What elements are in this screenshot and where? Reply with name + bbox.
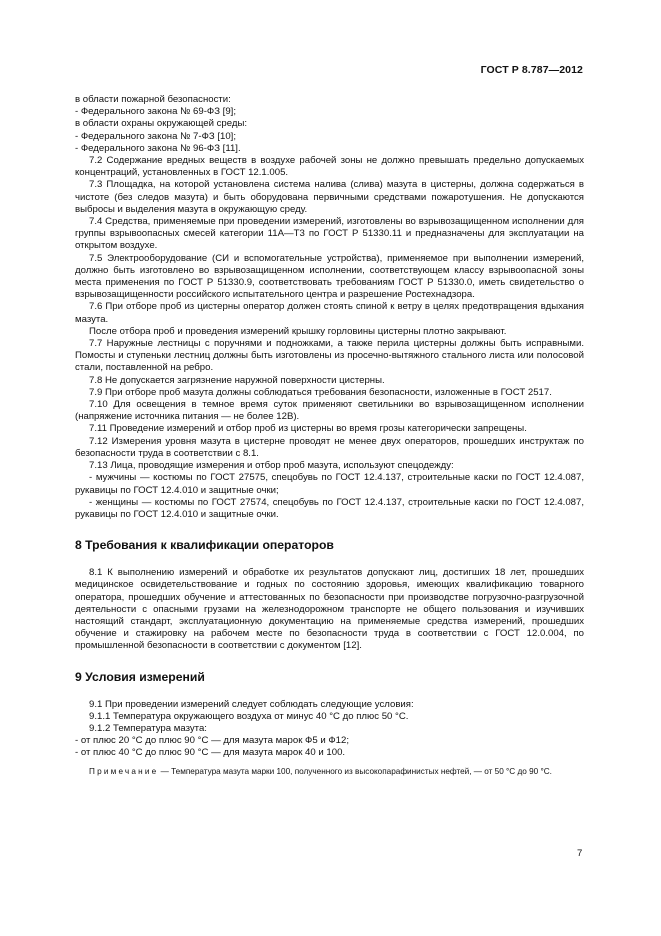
paragraph-7-8: 7.8 Не допускается загрязнение наружной поверхности цистерны.: [89, 374, 385, 386]
text-line: в области пожарной безопасности:: [75, 94, 231, 105]
paragraph-9-1-1: 9.1.1 Температура окружающего воздуха от минус 40 °С до плюс 50 °С.: [89, 710, 409, 722]
paragraph-7-5: 7.5 Электрооборудование (СИ и вспомогательные устройства), применяемое при выполнении измерений, должно быть изготовлено во взрывозащищенном исполнении, соответствующем классу взрывоопасной зоны места применения по ГОСТ Р 51330.9, соответствовать требованиям ГОСТ Р 51330.0, иметь свидетельство о взрывозащищенности российского испытательного центра и разрешение Ростехнадзора.: [75, 252, 584, 301]
paragraph-7-4: 7.4 Средства, применяемые при проведении измерений, изготовлены во взрывозащищенном исполнении для группы взрывоопасных смесей категории 11А—Т3 по ГОСТ Р 51330.11 и предназначены для эксплуатации на открытом воздухе.: [75, 216, 584, 252]
paragraph-7-6-cont: После отбора проб и проведения измерений крышку горловины цистерны плотно закрывают.: [89, 325, 507, 337]
paragraph-7-10: 7.10 Для освещения в темное время суток применяют светильники во взрывозащищенном исполнении (напряжение источника питания — не более 12В).: [75, 399, 584, 423]
list-item: - Федерального закона № 69-ФЗ [9];: [75, 106, 236, 118]
paragraph-8-1: 8.1 К выполнению измерений и обработке их результатов допускают лиц, достигших 18 лет, прошедших медицинское освидетельствование и годных по состоянию здоровья, имеющих квалификацию товарного оператора, прошедших обучение и аттестованных по безопасности при производстве погрузочно-разгрузочной деятельности с опасными грузами на железнодорожном транспорте не общего пользования и изучивших настоящий стандарт, эксплуатационную документацию на применяемые средства измерений, прошедших обучение и стажировку на рабочем месте по безопасности труда в соответствии с ГОСТ 12.0.004, по промышленной безопасности в соответствии с документом [12].: [75, 567, 584, 652]
paragraph-9-1: 9.1 При проведении измерений следует соблюдать следующие условия:: [89, 698, 414, 710]
list-item: - женщины — костюмы по ГОСТ 27574, спецобувь по ГОСТ 12.4.137, строительные каски по ГОСТ 12.4.087, рукавицы по ГОСТ 12.4.010 и защитные очки.: [75, 496, 584, 520]
list-item: - мужчины — костюмы по ГОСТ 27575, спецобувь по ГОСТ 12.4.137, строительные каски по ГОСТ 12.4.087, рукавицы по ГОСТ 12.4.010 и защитные очки;: [75, 472, 584, 496]
note: [75, 766, 584, 777]
page-number: 7: [577, 848, 583, 859]
section-9-heading: 9 Условия измерений: [75, 669, 205, 684]
text-line: в области охраны окружающей среды:: [75, 118, 248, 130]
note-text: — Температура мазута марки 100, полученного из высокопарафинистых нефтей, — от 50 °С до 90 °С.: [158, 766, 552, 776]
list-item: - от плюс 20 °С до плюс 90 °С — для мазута марок Ф5 и Ф12;: [75, 735, 350, 747]
section-8-heading: 8 Требования к квалификации операторов: [75, 538, 334, 553]
list-item: - Федерального закона № 96-ФЗ [11].: [75, 142, 241, 154]
paragraph-7-12: 7.12 Измерения уровня мазута в цистерне проводят не менее двух операторов, прошедших инструктаж по безопасности труда в соответствии с 8.1.: [75, 435, 584, 459]
paragraph-7-9: 7.9 При отборе проб мазута должны соблюдаться требования безопасности, изложенные в ГОСТ 2517.: [89, 386, 552, 398]
paragraph-9-1-2: 9.1.2 Температура мазута:: [89, 722, 207, 734]
list-item: - от плюс 40 °С до плюс 90 °С — для мазута марок 40 и 100.: [75, 747, 346, 759]
paragraph-7-3: 7.3 Площадка, на которой установлена система налива (слива) мазута в цистерны, должна содержаться в чистоте (без следов мазута) и быть оборудована первичными средствами пожаротушения. Не допускаются выбросы и выделения мазута в окружающую среду.: [75, 179, 584, 215]
paragraph-7-13: 7.13 Лица, проводящие измерения и отбор проб мазута, используют спецодежду:: [89, 460, 454, 472]
paragraph-7-2: 7.2 Содержание вредных веществ в воздухе рабочей зоны не должно превышать предельно допускаемых концентраций, установленных в ГОСТ 12.1.005.: [75, 155, 584, 179]
note-label: Примечание: [89, 766, 159, 776]
paragraph-7-11: 7.11 Проведение измерений и отбор проб из цистерны во время грозы категорически запрещены.: [89, 423, 527, 435]
paragraph-7-6: 7.6 При отборе проб из цистерны оператор должен стоять спиной к ветру в целях предотвращения вдыхания мазута.: [75, 301, 584, 325]
list-item: - Федерального закона № 7-ФЗ [10];: [75, 130, 236, 142]
document-id-header: ГОСТ Р 8.787—2012: [480, 64, 583, 76]
paragraph-7-7: 7.7 Наружные лестницы с поручнями и подножками, а также перила цистерны должны быть исправными. Помосты и ступеньки лестниц должны быть изготовлены из просечно-вытяжного стального листа или полосовой стали, поставленной на ребро.: [75, 338, 584, 374]
document-body: [75, 94, 584, 777]
